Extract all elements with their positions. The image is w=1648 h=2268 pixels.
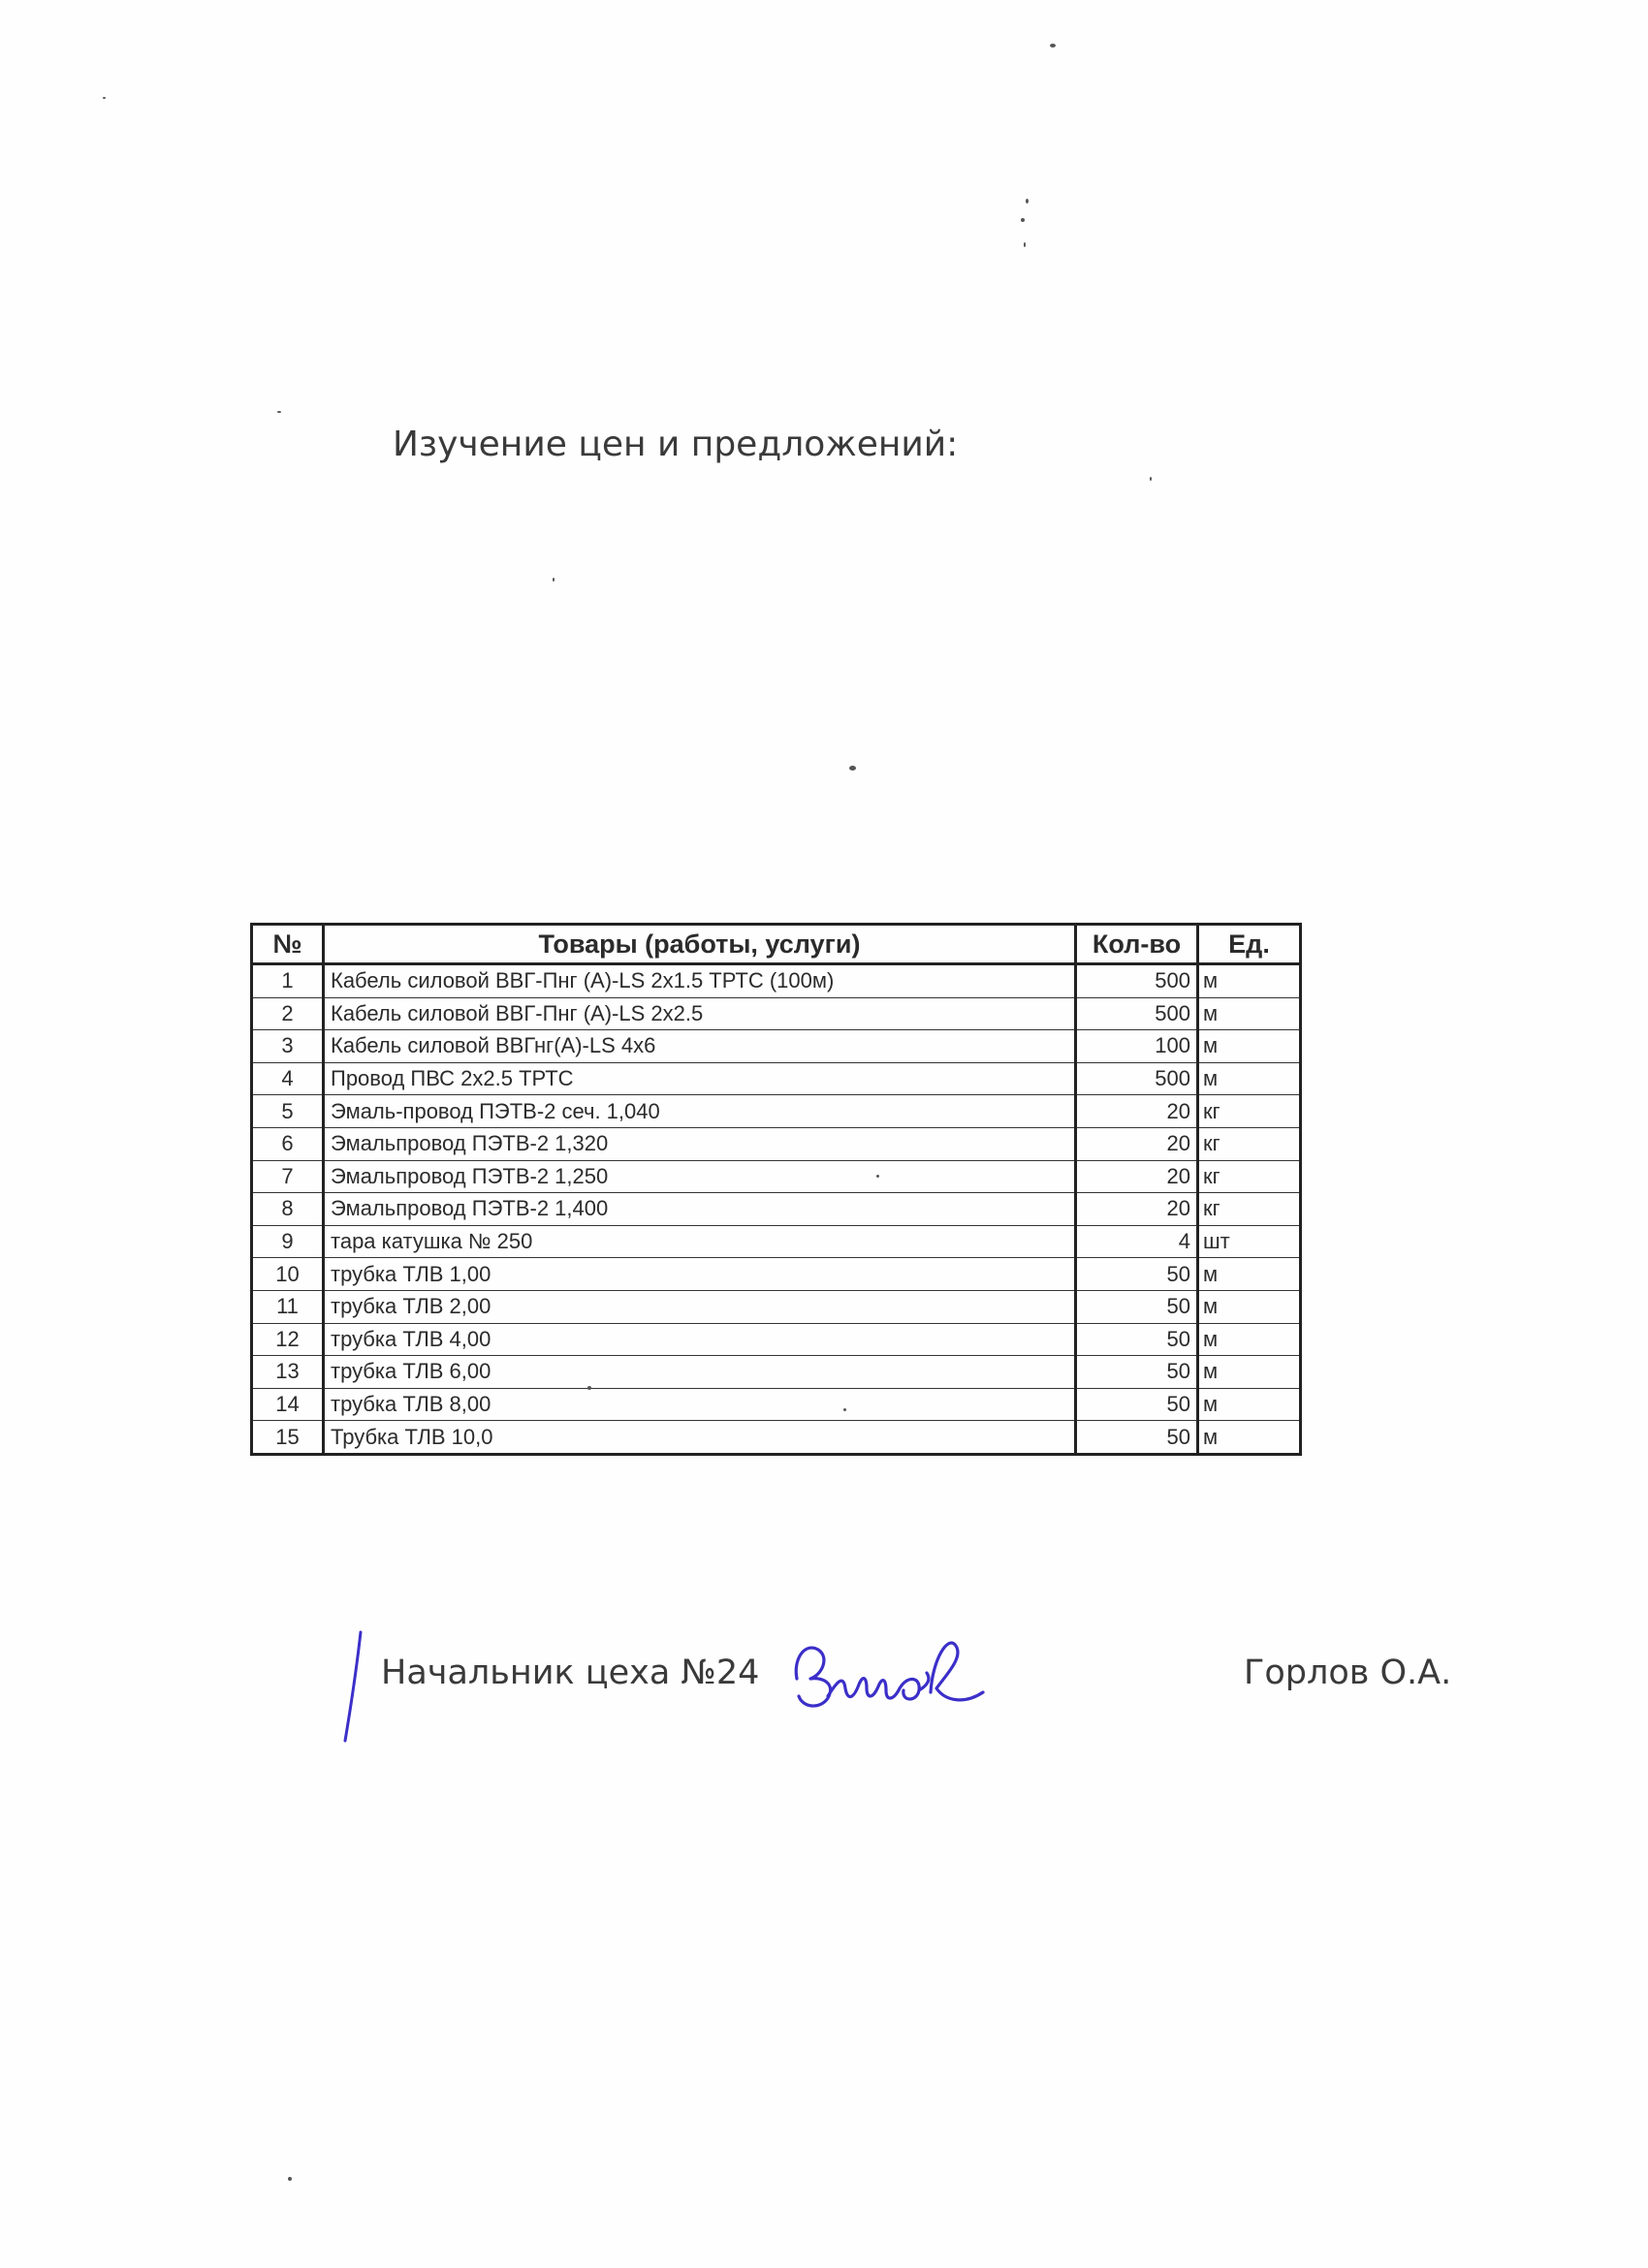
cell-unit: кг	[1198, 1193, 1301, 1226]
cell-number: 10	[252, 1258, 324, 1291]
cell-number: 12	[252, 1323, 324, 1356]
cell-unit: м	[1198, 1258, 1301, 1291]
scan-speck	[1150, 477, 1152, 481]
column-header-quantity: Кол-во	[1076, 925, 1198, 964]
pen-stroke-mark	[339, 1628, 368, 1745]
scan-speck	[1021, 218, 1025, 222]
cell-number: 7	[252, 1160, 324, 1193]
cell-unit: шт	[1198, 1225, 1301, 1258]
cell-quantity: 20	[1076, 1095, 1198, 1128]
cell-unit: м	[1198, 964, 1301, 998]
cell-unit: кг	[1198, 1095, 1301, 1128]
cell-unit: м	[1198, 1388, 1301, 1421]
scan-speck	[277, 411, 281, 413]
cell-unit: кг	[1198, 1127, 1301, 1160]
cell-unit: м	[1198, 1030, 1301, 1063]
scan-speck	[876, 1175, 879, 1178]
cell-unit: кг	[1198, 1160, 1301, 1193]
scan-speck	[288, 2177, 292, 2181]
cell-number: 11	[252, 1290, 324, 1323]
cell-quantity: 50	[1076, 1421, 1198, 1455]
cell-number: 5	[252, 1095, 324, 1128]
cell-quantity: 20	[1076, 1160, 1198, 1193]
cell-unit: м	[1198, 1356, 1301, 1389]
scan-speck	[1050, 44, 1056, 47]
cell-number: 2	[252, 997, 324, 1030]
cell-quantity: 500	[1076, 964, 1198, 998]
table-row	[252, 997, 1301, 1030]
cell-number: 3	[252, 1030, 324, 1063]
scan-speck	[1024, 242, 1026, 247]
table-row	[252, 1095, 1301, 1128]
cell-quantity: 50	[1076, 1258, 1198, 1291]
scan-speck	[849, 766, 856, 771]
cell-unit: м	[1198, 1290, 1301, 1323]
cell-quantity: 50	[1076, 1323, 1198, 1356]
cell-quantity: 50	[1076, 1388, 1198, 1421]
signer-name: Горлов О.А.	[1244, 1654, 1452, 1692]
cell-number: 6	[252, 1127, 324, 1160]
cell-unit: м	[1198, 1421, 1301, 1455]
table-row	[252, 1193, 1301, 1226]
table-row	[252, 1160, 1301, 1193]
scan-speck	[843, 1408, 846, 1411]
cell-goods-name: Эмальпровод ПЭТВ-2 1,400	[324, 1193, 1076, 1226]
cell-number: 14	[252, 1388, 324, 1421]
cell-unit: м	[1198, 997, 1301, 1030]
cell-quantity: 20	[1076, 1127, 1198, 1160]
cell-goods-name: Трубка ТЛВ 10,0	[324, 1421, 1076, 1455]
cell-goods-name: Эмальпровод ПЭТВ-2 1,250	[324, 1160, 1076, 1193]
signer-role: Начальник цеха №24	[381, 1654, 760, 1692]
cell-unit: м	[1198, 1062, 1301, 1095]
cell-number: 13	[252, 1356, 324, 1389]
table-body	[252, 964, 1301, 1455]
cell-goods-name: Кабель силовой ВВГ-Пнг (А)-LS 2х2.5	[324, 997, 1076, 1030]
cell-goods-name: трубка ТЛВ 1,00	[324, 1258, 1076, 1291]
column-header-goods: Товары (работы, услуги)	[324, 925, 1076, 964]
cell-goods-name: трубка ТЛВ 2,00	[324, 1290, 1076, 1323]
table-row	[252, 1290, 1301, 1323]
table-row	[252, 1388, 1301, 1421]
table-row	[252, 1062, 1301, 1095]
table-header-row	[252, 925, 1301, 964]
cell-quantity: 50	[1076, 1356, 1198, 1389]
table-row	[252, 1323, 1301, 1356]
cell-goods-name: тара катушка № 250	[324, 1225, 1076, 1258]
cell-quantity: 50	[1076, 1290, 1198, 1323]
table-row	[252, 1258, 1301, 1291]
cell-quantity: 500	[1076, 997, 1198, 1030]
table-row	[252, 1127, 1301, 1160]
page-heading: Изучение цен и предложений:	[393, 425, 959, 464]
cell-goods-name: трубка ТЛВ 8,00	[324, 1388, 1076, 1421]
cell-goods-name: Эмаль-провод ПЭТВ-2 сеч. 1,040	[324, 1095, 1076, 1128]
table-row	[252, 964, 1301, 998]
cell-quantity: 20	[1076, 1193, 1198, 1226]
scan-speck	[587, 1386, 591, 1390]
goods-table-container	[250, 923, 1299, 1456]
table-row	[252, 1225, 1301, 1258]
cell-number: 9	[252, 1225, 324, 1258]
goods-table	[250, 923, 1302, 1456]
cell-unit: м	[1198, 1323, 1301, 1356]
table-row	[252, 1421, 1301, 1455]
cell-goods-name: Провод ПВС 2х2.5 ТРТС	[324, 1062, 1076, 1095]
scan-speck	[1026, 199, 1029, 204]
scan-speck	[553, 578, 555, 582]
cell-goods-name: трубка ТЛВ 6,00	[324, 1356, 1076, 1389]
cell-quantity: 500	[1076, 1062, 1198, 1095]
column-header-number: №	[252, 925, 324, 964]
scan-speck	[103, 97, 106, 99]
handwritten-signature	[785, 1621, 998, 1727]
cell-number: 1	[252, 964, 324, 998]
cell-number: 4	[252, 1062, 324, 1095]
cell-quantity: 100	[1076, 1030, 1198, 1063]
column-header-unit: Ед.	[1198, 925, 1301, 964]
cell-goods-name: Кабель силовой ВВГ-Пнг (А)-LS 2х1.5 ТРТС (100м)	[324, 964, 1076, 998]
cell-number: 8	[252, 1193, 324, 1226]
table-row	[252, 1030, 1301, 1063]
cell-goods-name: Кабель силовой ВВГнг(А)-LS 4х6	[324, 1030, 1076, 1063]
cell-quantity: 4	[1076, 1225, 1198, 1258]
table-row	[252, 1356, 1301, 1389]
cell-goods-name: трубка ТЛВ 4,00	[324, 1323, 1076, 1356]
cell-number: 15	[252, 1421, 324, 1455]
cell-goods-name: Эмальпровод ПЭТВ-2 1,320	[324, 1127, 1076, 1160]
